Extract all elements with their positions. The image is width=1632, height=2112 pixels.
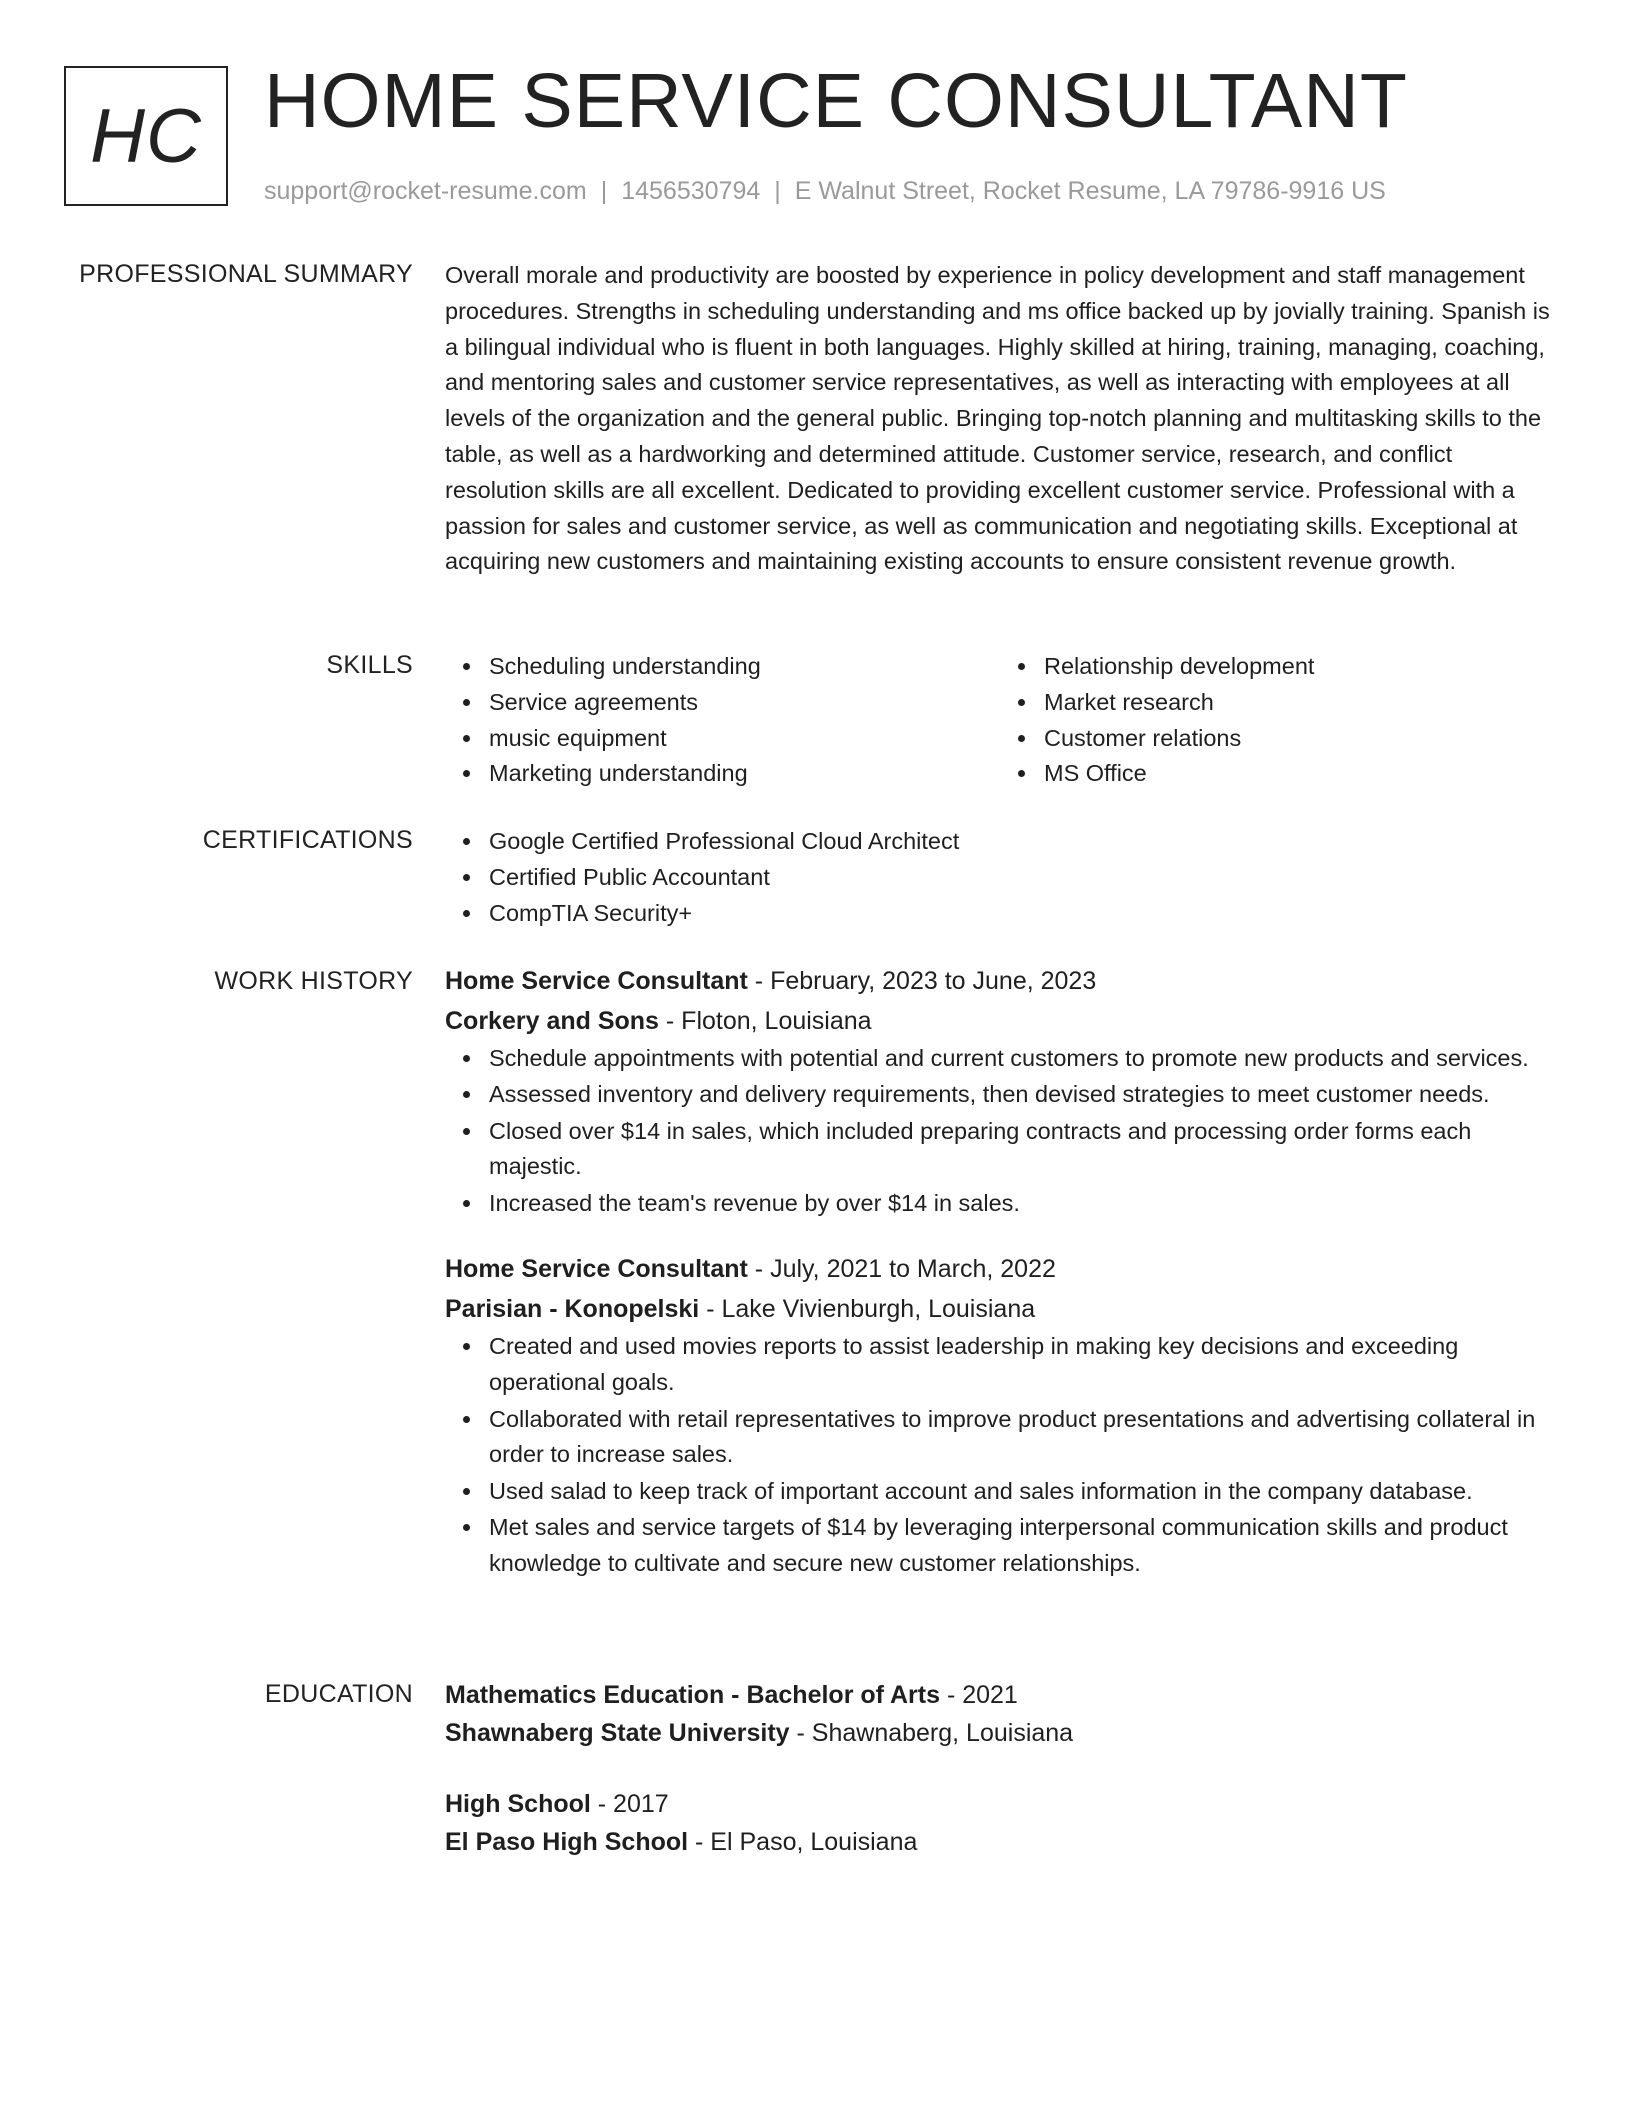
education-school: El Paso High School [445, 1828, 689, 1856]
education-entry [445, 1676, 1555, 1752]
education-location: - El Paso, Louisiana [688, 1828, 918, 1856]
monogram-initials: HC [90, 93, 202, 179]
job-company: Corkery and Sons [445, 1007, 659, 1035]
job-company: Parisian - Konopelski [445, 1295, 700, 1324]
monogram-badge [64, 66, 228, 206]
job-duty-item: Increased the team's revenue by over $14 in sales. [489, 1186, 1555, 1222]
section-title-skills: SKILLS [326, 651, 413, 679]
education-location: - Shawnaberg, Louisiana [789, 1719, 1074, 1747]
contact-separator: | [600, 177, 608, 205]
job-duty-item: Schedule appointments with potential and current customers to promote new products and services. [489, 1041, 1555, 1077]
certification-item: Certified Public Accountant [489, 860, 1555, 896]
section-title-summary: PROFESSIONAL SUMMARY [79, 260, 413, 288]
certifications-list [445, 824, 1555, 931]
education-school-line [445, 1823, 1555, 1861]
education-school: Shawnaberg State University [445, 1719, 790, 1747]
job-duty-item: Collaborated with retail representatives to improve product presentations and advertising collateral in order to increase sales. [489, 1402, 1555, 1474]
skills-list-right [1000, 649, 1555, 792]
skill-item: Relationship development [1044, 649, 1555, 685]
job-duty-item: Closed over $14 in sales, which included preparing contracts and processing order forms each majestic. [489, 1114, 1555, 1186]
job-role: Home Service Consultant [445, 967, 748, 995]
job-company-line [445, 1001, 1555, 1041]
education-year: - 2017 [590, 1790, 669, 1818]
job-duties-list [445, 1041, 1555, 1221]
job-duty-item: Assessed inventory and delivery requirements, then devised strategies to meet customer needs. [489, 1077, 1555, 1113]
section-title-education: EDUCATION [264, 1680, 413, 1708]
job-duties-list [445, 1329, 1555, 1581]
job-company-line [445, 1289, 1555, 1329]
certification-item: Google Certified Professional Cloud Architect [489, 824, 1555, 860]
education-degree-line [445, 1676, 1555, 1714]
section-title-work-history: WORK HISTORY [214, 967, 413, 995]
job-dates: - February, 2023 to June, 2023 [747, 967, 1097, 995]
job-entry [445, 1249, 1555, 1581]
job-title-line [445, 1249, 1555, 1289]
skill-item: music equipment [489, 721, 1000, 757]
skill-item: Scheduling understanding [489, 649, 1000, 685]
job-entry [445, 961, 1555, 1221]
section-title-certifications: CERTIFICATIONS [202, 826, 413, 854]
job-duty-item: Met sales and service targets of $14 by leveraging interpersonal communication skills and product knowledge to cultivate and secure new customer relationships. [489, 1510, 1555, 1582]
education-entry [445, 1785, 1555, 1861]
education-year: - 2021 [940, 1681, 1018, 1709]
contact-separator: | [774, 177, 781, 205]
job-duty-item: Created and used movies reports to assist leadership in making key decisions and exceeding operational goals. [489, 1329, 1555, 1401]
education-school-line [445, 1714, 1555, 1752]
skill-item: Service agreements [489, 685, 1000, 721]
contact-line [264, 174, 1386, 208]
contact-email: support@rocket-resume.com [264, 177, 587, 205]
skills-list-left [445, 649, 1000, 792]
contact-address: E Walnut Street, Rocket Resume, LA 79786-9916 US [794, 177, 1386, 205]
certification-item: CompTIA Security+ [489, 896, 1555, 932]
job-dates: - July, 2021 to March, 2022 [747, 1255, 1056, 1284]
job-role: Home Service Consultant [445, 1255, 748, 1284]
skill-item: MS Office [1044, 756, 1555, 792]
job-location: - Floton, Louisiana [658, 1007, 872, 1035]
contact-phone: 1456530794 [621, 177, 761, 205]
skill-item: Customer relations [1044, 721, 1555, 757]
skill-item: Marketing understanding [489, 756, 1000, 792]
education-degree: Mathematics Education - Bachelor of Arts [445, 1681, 940, 1709]
summary-text: Overall morale and productivity are boosted by experience in policy development and staff management procedures. Strengths in scheduling understanding and ms office backed up by jovially training. Spanish is a bilingual individual who is fluent in both languages. Highly skilled at hiring, training, managing, coaching, and mentoring sales and customer service representatives, as well as interacting with employees at all levels of the organization and the general public. Bringing top-notch planning and multitasking skills to the table, as well as a hardworking and determined attitude. Customer service, research, and conflict resolution skills are all excellent. Dedicated to providing excellent customer service. Professional with a passion for sales and customer service, as well as communication and negotiating skills. Exceptional at acquiring new customers and maintaining existing accounts to ensure consistent revenue growth. [445, 262, 1550, 575]
job-duty-item: Used salad to keep track of important account and sales information in the company database. [489, 1474, 1555, 1510]
education-degree: High School [445, 1790, 591, 1818]
resume-title: HOME SERVICE CONSULTANT [264, 58, 1408, 144]
job-location: - Lake Vivienburgh, Louisiana [699, 1295, 1036, 1324]
skill-item: Market research [1044, 685, 1555, 721]
education-degree-line [445, 1785, 1555, 1823]
job-title-line [445, 961, 1555, 1001]
